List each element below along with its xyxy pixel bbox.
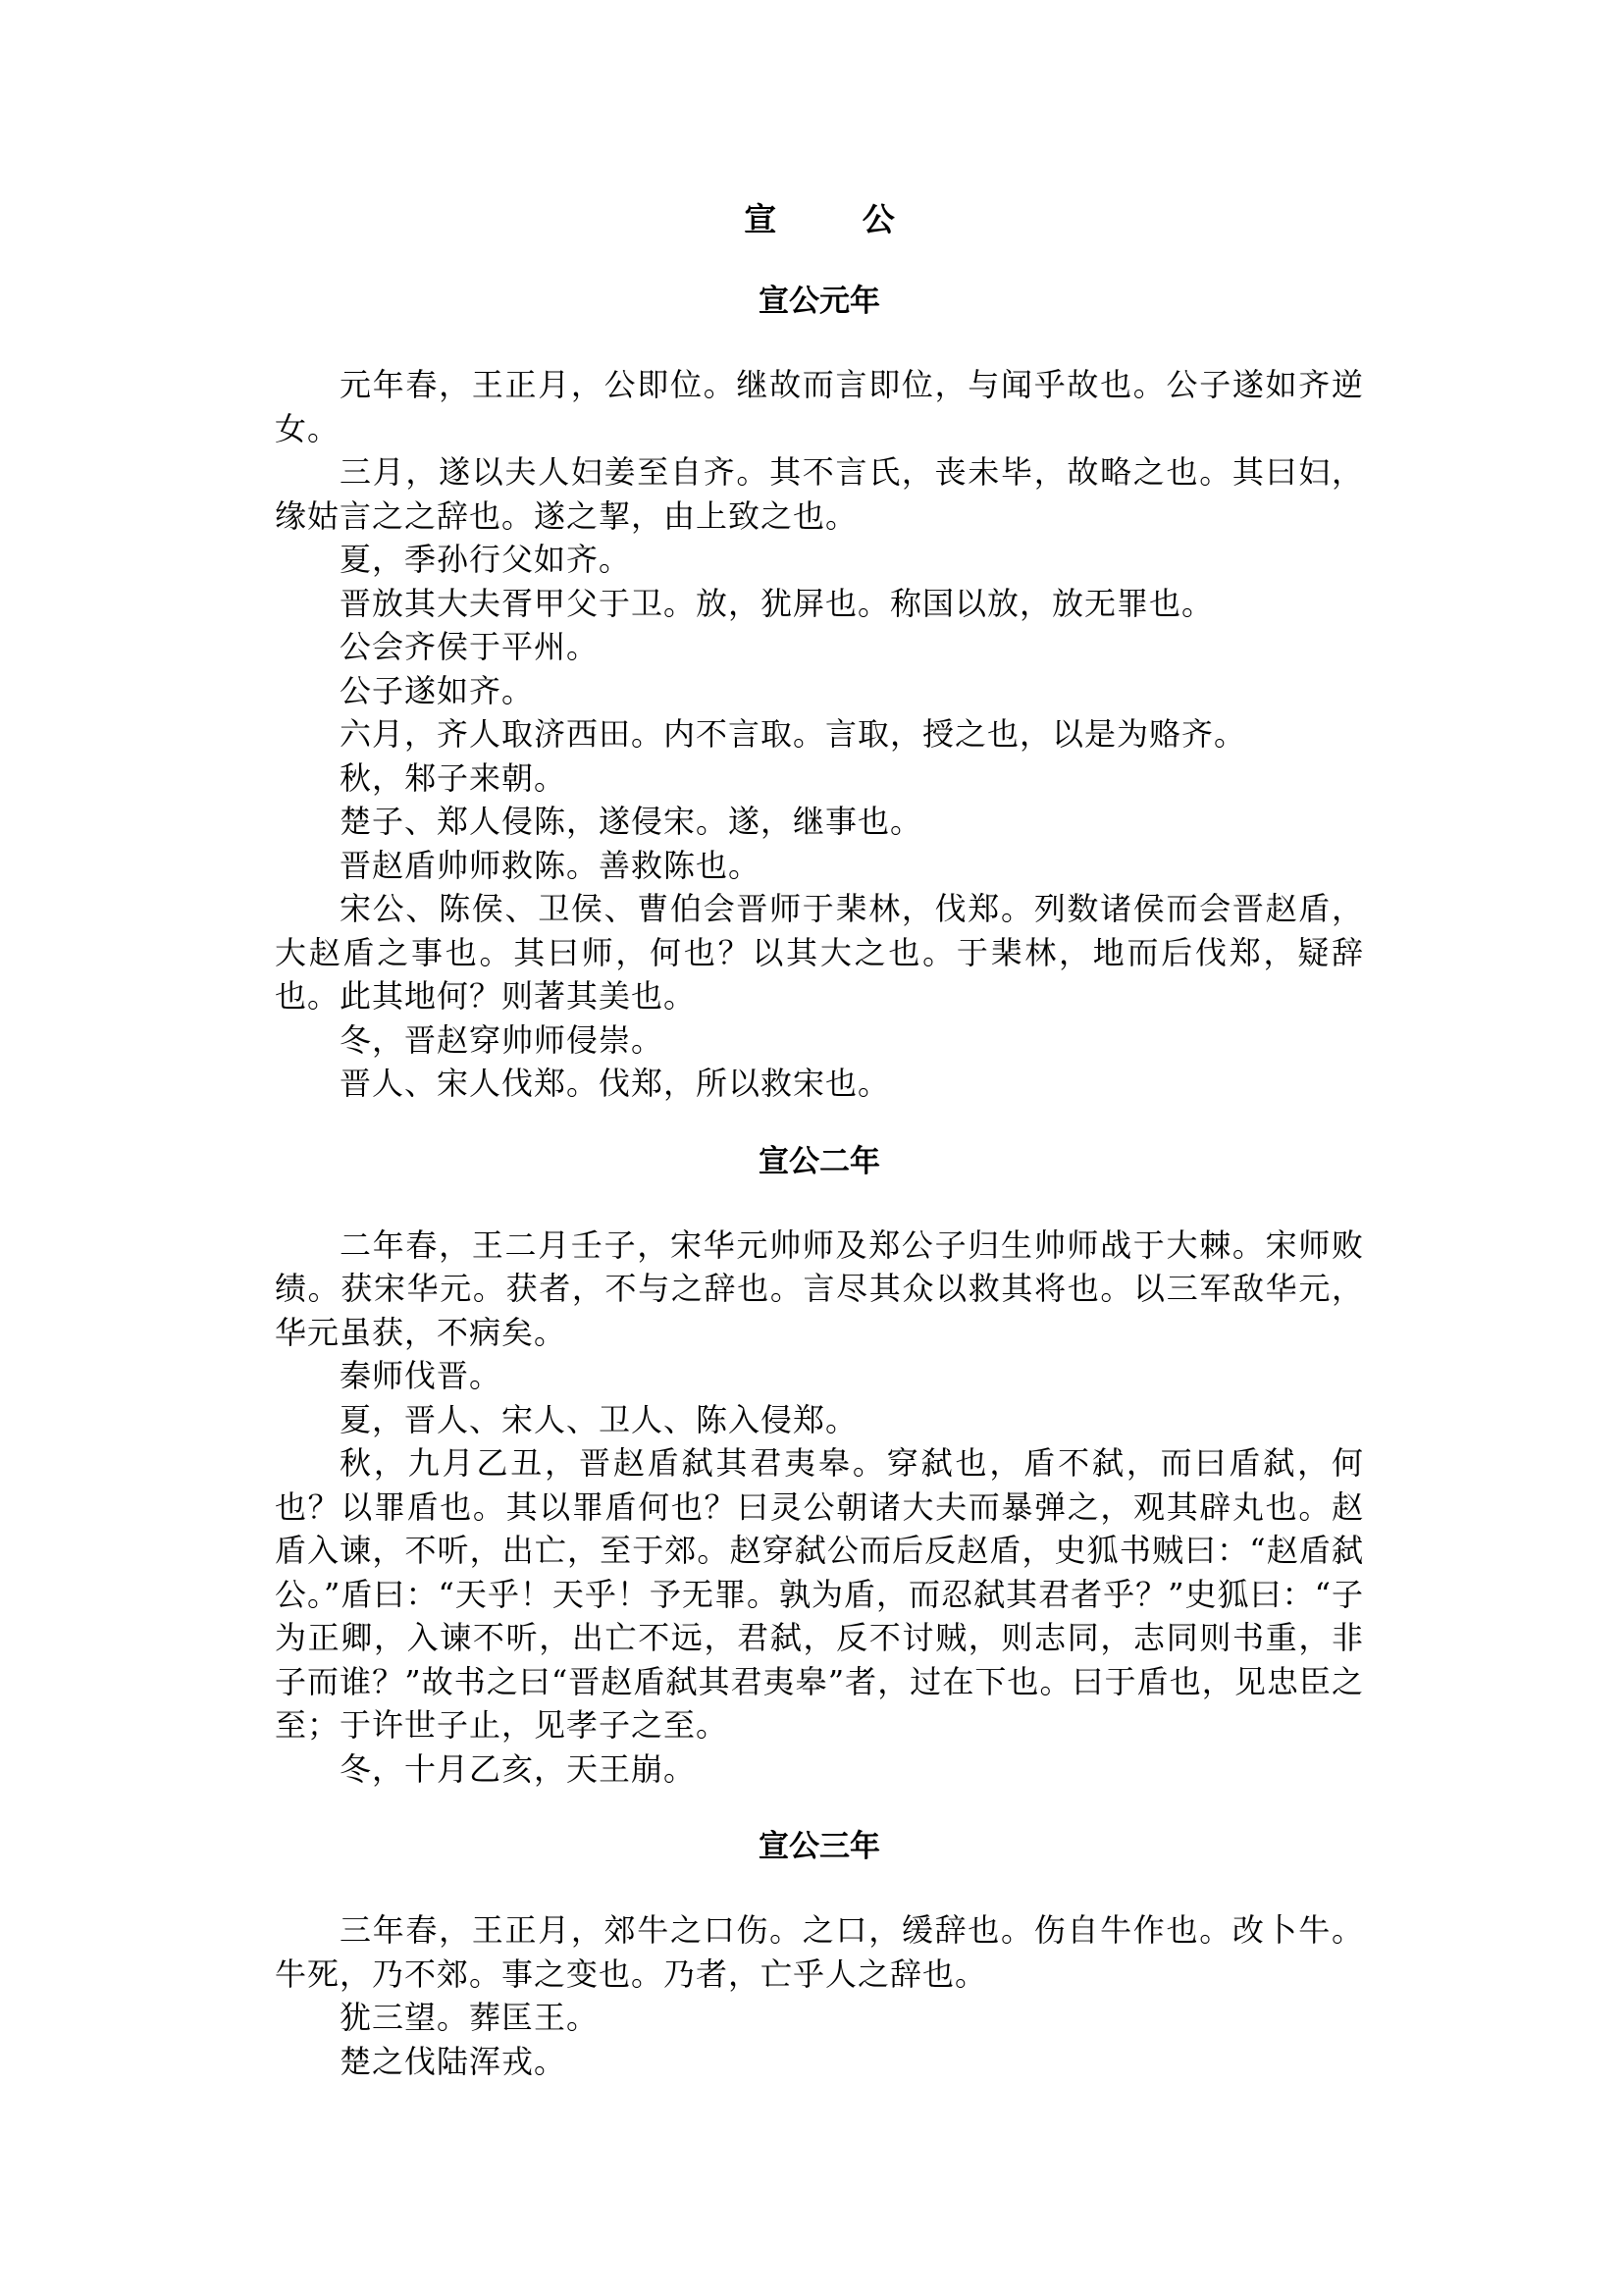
paragraph: 公子遂如齐。 — [340, 671, 535, 709]
section-heading-year-2: 宣公二年 — [759, 1143, 880, 1179]
paragraph: 宋公、陈侯、卫侯、曹伯会晋师于棐林，伐郑。列数诸侯而会晋赵盾，大赵盾之事也。其曰师，何也？以其大之也。于棐林，地而后伐郑，疑辞也。此其地何？则著其美也。 — [275, 890, 1364, 1015]
paragraph: 夏，季孙行父如齐。 — [340, 541, 632, 578]
paragraph: 晋放其大夫胥甲父于卫。放，犹屏也。称国以放，放无罪也。 — [340, 584, 1215, 622]
paragraph: 公会齐侯于平州。 — [340, 628, 600, 665]
paragraph: 冬，晋赵穿帅师侵崇。 — [340, 1020, 664, 1059]
section-body-year-2 — [275, 1224, 1364, 1792]
paragraph: 晋赵盾帅师救陈。善救陈也。 — [340, 846, 761, 884]
paragraph: 三年春，王正月，郊牛之口伤。之口，缓辞也。伤自牛作也。改卜牛。牛死，乃不郊。事之变也。乃者，亡乎人之辞也。 — [275, 1911, 1364, 1993]
paragraph: 楚之伐陆浑戎。 — [340, 2042, 567, 2080]
paragraph: 犹三望。葬匡王。 — [340, 1999, 600, 2036]
section-body-year-1 — [275, 363, 1364, 1106]
book-title: 宣 公 — [744, 200, 932, 238]
section-body-year-3 — [275, 1908, 1364, 2083]
paragraph: 三月，遂以夫人妇姜至自齐。其不言氏，丧未毕，故略之也。其曰妇，缘姑言之之辞也。遂之挈，由上致之也。 — [275, 453, 1364, 535]
paragraph: 晋人、宋人伐郑。伐郑，所以救宋也。 — [340, 1065, 891, 1102]
paragraph: 元年春，王正月，公即位。继故而言即位，与闻乎故也。公子遂如齐逆女。 — [275, 366, 1364, 447]
paragraph: 楚子、郑人侵陈，遂侵宋。遂，继事也。 — [340, 803, 923, 840]
document-page — [275, 196, 1364, 2116]
section-heading-year-3: 宣公三年 — [759, 1829, 880, 1864]
paragraph: 秋，九月乙丑，晋赵盾弑其君夷皋。穿弑也，盾不弑，而曰盾弑，何也？以罪盾也。其以罪盾何也？曰灵公朝诸大夫而暴弹之，观其辟丸也。赵盾入谏，不听，出亡，至于郊。赵穿弑公而后反赵盾，史狐书贼曰：“赵盾弑公。”盾曰：“天乎！天乎！予无罪。孰为盾，而忍弑其君者乎？”史狐曰：“子为正卿，入谏不听，出亡不远，君弑，反不讨贼，则志同，志同则书重，非子而谁？”故书之曰“晋赵盾弑其君夷皋”者，过在下也。曰于盾也，见忠臣之至；于许世子止，见孝子之至。 — [275, 1444, 1364, 1744]
paragraph: 秦师伐晋。 — [340, 1357, 502, 1394]
paragraph: 六月，齐人取济西田。内不言取。言取，授之也，以是为赂齐。 — [340, 715, 1247, 753]
paragraph: 冬，十月乙亥，天王崩。 — [340, 1749, 697, 1788]
paragraph: 夏，晋人、宋人、卫人、陈入侵郑。 — [340, 1400, 859, 1438]
paragraph: 二年春，王二月壬子，宋华元帅师及郑公子归生帅师战于大棘。宋师败绩。获宋华元。获者，不与之辞也。言尽其众以救其将也。以三军敌华元，华元虽获，不病矣。 — [275, 1225, 1364, 1351]
section-heading-year-1: 宣公元年 — [759, 284, 880, 319]
paragraph: 秋，邾子来朝。 — [340, 758, 567, 797]
